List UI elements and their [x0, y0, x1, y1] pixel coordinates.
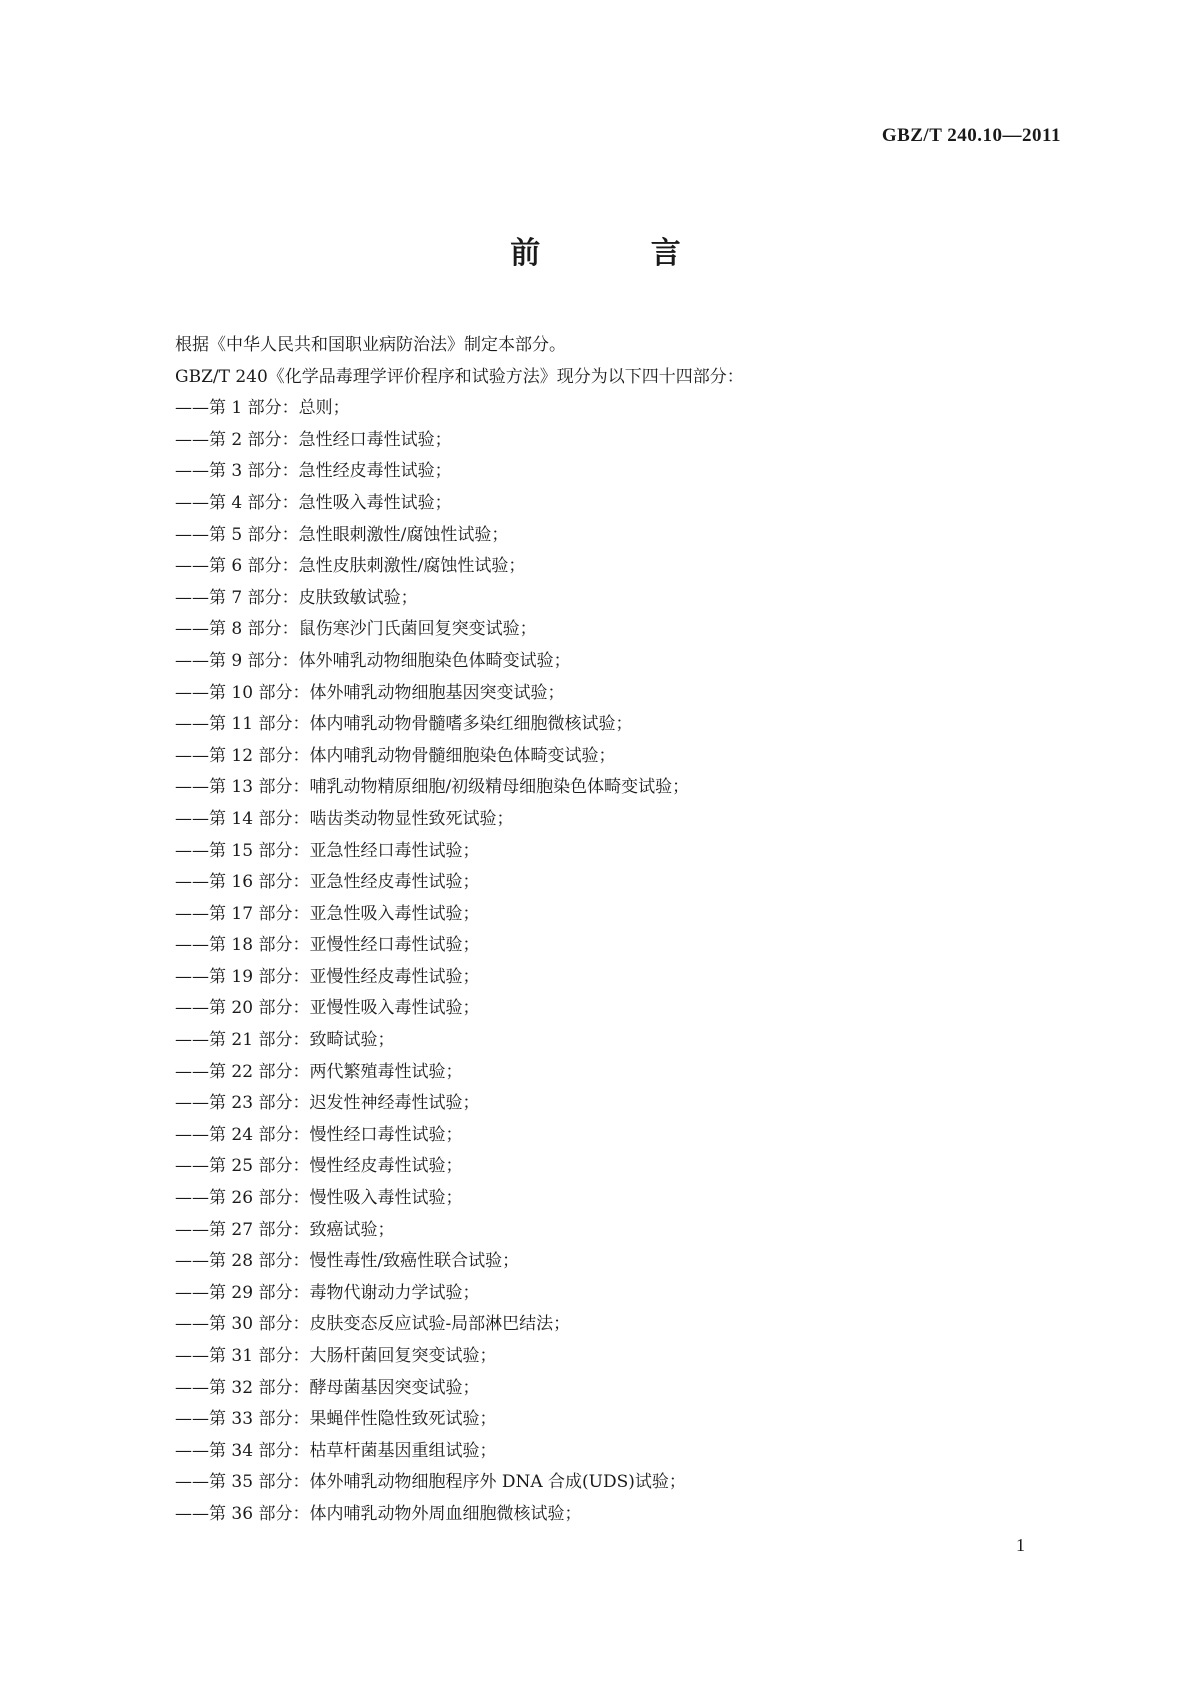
- page-title: 前 言: [510, 236, 731, 271]
- list-item: ——第 26 部分：慢性吸入毒性试验；: [175, 1188, 463, 1209]
- list-item: ——第 35 部分：体外哺乳动物细胞程序外 DNA 合成(UDS)试验；: [175, 1472, 686, 1493]
- list-item: ——第 6 部分：急性皮肤刺激性/腐蚀性试验；: [175, 556, 526, 577]
- list-item: ——第 23 部分：迟发性神经毒性试验；: [175, 1093, 480, 1114]
- list-item: ——第 28 部分：慢性毒性/致癌性联合试验；: [175, 1251, 520, 1272]
- intro-paragraph: 根据《中华人民共和国职业病防治法》制定本部分。: [175, 335, 566, 355]
- list-item: ——第 3 部分：急性经皮毒性试验；: [175, 461, 452, 482]
- list-item: ——第 1 部分：总则；: [175, 398, 350, 419]
- list-item: ——第 22 部分：两代繁殖毒性试验；: [175, 1061, 463, 1082]
- list-item: ——第 10 部分：体外哺乳动物细胞基因突变试验；: [175, 682, 565, 703]
- list-item: ——第 30 部分：皮肤变态反应试验-局部淋巴结法；: [175, 1314, 571, 1335]
- intro-paragraph: GBZ/T 240《化学品毒理学评价程序和试验方法》现分为以下四十四部分：: [175, 366, 744, 387]
- list-item: ——第 24 部分：慢性经口毒性试验；: [175, 1124, 463, 1145]
- list-item: ——第 31 部分：大肠杆菌回复突变试验；: [175, 1346, 497, 1366]
- list-item: ——第 32 部分：酵母菌基因突变试验；: [175, 1377, 480, 1398]
- list-item: ——第 7 部分：皮肤致敏试验；: [175, 587, 418, 608]
- list-item: ——第 36 部分：体内哺乳动物外周血细胞微核试验；: [175, 1503, 582, 1524]
- list-item: ——第 34 部分：枯草杆菌基因重组试验；: [175, 1440, 497, 1461]
- list-item: ——第 33 部分：果蝇伴性隐性致死试验；: [175, 1409, 497, 1430]
- list-item: ——第 18 部分：亚慢性经口毒性试验；: [175, 935, 480, 956]
- list-item: ——第 29 部分：毒物代谢动力学试验；: [175, 1282, 480, 1303]
- list-item: ——第 16 部分：亚急性经皮毒性试验；: [175, 872, 480, 893]
- list-item: ——第 11 部分：体内哺乳动物骨髓嗜多染红细胞微核试验；: [175, 714, 633, 735]
- list-item: ——第 27 部分：致癌试验；: [175, 1219, 395, 1240]
- list-item: ——第 17 部分：亚急性吸入毒性试验；: [175, 903, 480, 924]
- parts-list: [175, 393, 1055, 1530]
- list-item: ——第 9 部分：体外哺乳动物细胞染色体畸变试验；: [175, 650, 571, 671]
- list-item: ——第 12 部分：体内哺乳动物骨髓细胞染色体畸变试验；: [175, 745, 616, 766]
- list-item: ——第 2 部分：急性经口毒性试验；: [175, 429, 452, 450]
- list-item: ——第 14 部分：啮齿类动物显性致死试验；: [175, 808, 514, 829]
- preface-body: [175, 330, 1055, 1531]
- list-item: ——第 25 部分：慢性经皮毒性试验；: [175, 1156, 463, 1177]
- list-item: ——第 19 部分：亚慢性经皮毒性试验；: [175, 966, 480, 987]
- standard-code: GBZ/T 240.10—2011: [881, 125, 1061, 146]
- list-item: ——第 5 部分：急性眼刺激性/腐蚀性试验；: [175, 524, 509, 545]
- list-item: ——第 20 部分：亚慢性吸入毒性试验；: [175, 998, 480, 1019]
- list-item: ——第 4 部分：急性吸入毒性试验；: [175, 492, 452, 513]
- list-item: ——第 8 部分：鼠伤寒沙门氏菌回复突变试验；: [175, 619, 537, 640]
- list-item: ——第 13 部分：哺乳动物精原细胞/初级精母细胞染色体畸变试验；: [175, 777, 690, 798]
- page-number: 1: [1016, 1535, 1025, 1555]
- list-item: ——第 21 部分：致畸试验；: [175, 1030, 395, 1051]
- list-item: ——第 15 部分：亚急性经口毒性试验；: [175, 840, 480, 861]
